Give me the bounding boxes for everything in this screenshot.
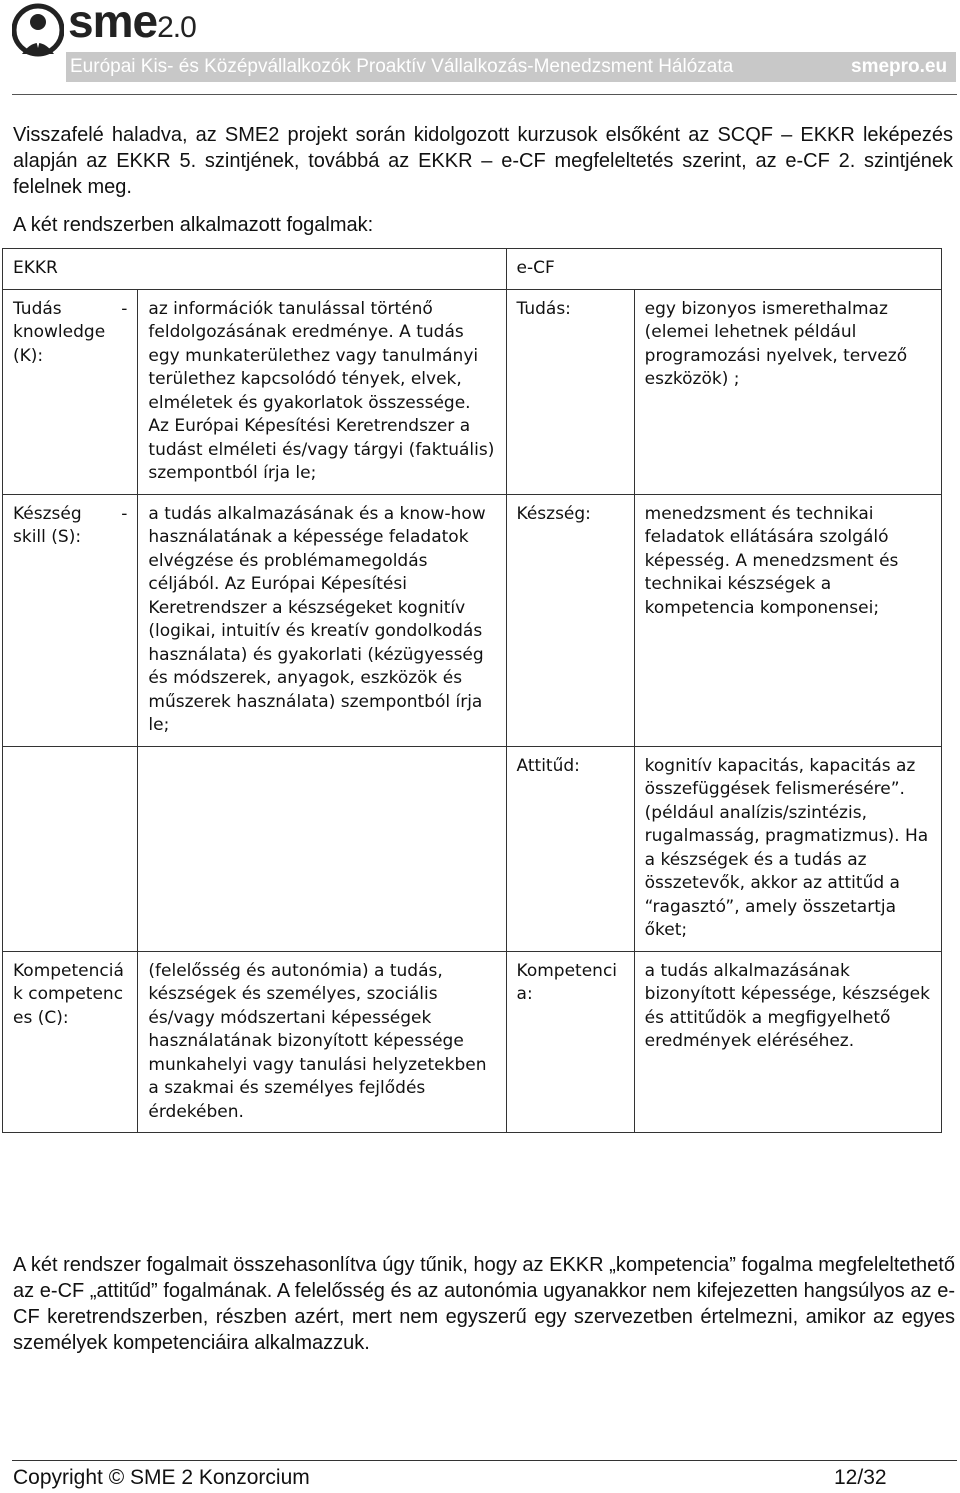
- page-number: 12/32: [834, 1466, 887, 1489]
- table-row: [3, 289, 942, 494]
- header-divider: [12, 94, 957, 95]
- ekkr-term: Tudás - knowledge (K):: [3, 289, 138, 494]
- table-row: [3, 746, 942, 951]
- logo-wordmark: sme2.0: [68, 0, 196, 47]
- ekkr-definition: az információk tanulással történő feldolgozásának eredménye. A tudás egy munkaterülethez vagy tanulmányi területhez kapcsolódó tények, elvek, elméletek és gyakorlatok összessége. Az Európai Képesítési Keretrendszer a tudást elméleti és/vagy tárgyi (faktuális) szempontból írja le;: [138, 289, 506, 494]
- closing-paragraph: A két rendszer fogalmait összehasonlítva úgy tűnik, hogy az EKKR „kompetencia” fogalma megfeleltethető az e-CF „attitűd” fogalmának. A felelősség és az autonómia ugyanakkor nem kifejezetten hangsúlyos az e-CF keretrendszerben, részben azért, mert nem egyszerű egy szervezetben értelmezni, amikor az egyes személyek kompetenciáira alkalmazzuk.: [13, 1254, 955, 1354]
- ecf-definition: menedzsment és technikai feladatok ellátására szolgáló képesség. A menedzsment és technikai készségek a kompetencia komponensei;: [634, 494, 941, 746]
- ecf-term: Tudás:: [506, 289, 634, 494]
- intro-paragraph: Visszafelé haladva, az SME2 projekt során kidolgozott kurzusok elsőként az SCQF – EKKR leképezés alapján az EKKR 5. szintjének, továbbá az EKKR – e-CF megfeleltetés szerint, az e-CF 2. szintjének felelnek meg.: [13, 124, 953, 198]
- ecf-term: Attitűd:: [506, 746, 634, 951]
- page-header: [0, 0, 960, 96]
- ekkr-term: Készség - skill (S):: [3, 494, 138, 746]
- ekkr-definition: a tudás alkalmazásának és a know-how használatának a képessége feladatok elvégzése és problémamegoldás céljából. Az Európai Képesítési Keretrendszer a készségeket kognitív (logikai, intuitív és kreatív gondolkodás használata) és gyakorlati (kézügyesség és módszerek, anyagok, eszközök és műszerek használata) szempontból írja le;: [138, 494, 506, 746]
- footer-divider: [12, 1460, 957, 1461]
- framework-table: [2, 248, 942, 1133]
- site-link[interactable]: smepro.eu: [851, 56, 948, 77]
- ecf-definition: kognitív kapacitás, kapacitás az összefüggések felismerésére”. (például analízis/szintézis, rugalmasság, pragmatizmus). Ha a készségek és a tudás az összetevők, akkor az attitűd a “ragasztó”, amely összetartja őket;: [634, 746, 941, 951]
- ekkr-term: Kompetenciák competences (C):: [3, 951, 138, 1133]
- ekkr-term: [3, 746, 138, 951]
- ekkr-definition: [138, 746, 506, 951]
- header-ecf: e-CF: [506, 249, 634, 290]
- footer-copyright: Copyright © SME 2 Konzorcium: [13, 1466, 310, 1489]
- ecf-definition: a tudás alkalmazásának bizonyított képessége, készségek és attitűdök a megfigyelhető eredmények eléréséhez.: [634, 951, 941, 1133]
- ecf-definition: egy bizonyos ismerethalmaz (elemei lehetnek például programozási nyelvek, tervező eszközök) ;: [634, 289, 941, 494]
- table-header-row: [3, 249, 942, 290]
- header-tagline: Európai Kis- és Középvállalkozók Proaktív Vállalkozás-Menedzsment Hálózata: [70, 56, 734, 77]
- table-row: [3, 494, 942, 746]
- header-ekkr: EKKR: [3, 249, 138, 290]
- intro-lead: A két rendszerben alkalmazott fogalmak:: [13, 214, 374, 236]
- table-row: [3, 951, 942, 1133]
- ekkr-definition: (felelősség és autonómia) a tudás, készségek és személyes, szociális és/vagy módszertani képességek használatának bizonyított képessége munkahelyi vagy tanulási helyzetekben a szakmai és személyes fejlődés érdekében.: [138, 951, 506, 1133]
- ecf-term: Kompetencia:: [506, 951, 634, 1133]
- ecf-term: Készség:: [506, 494, 634, 746]
- sme-logo-icon: [12, 2, 64, 62]
